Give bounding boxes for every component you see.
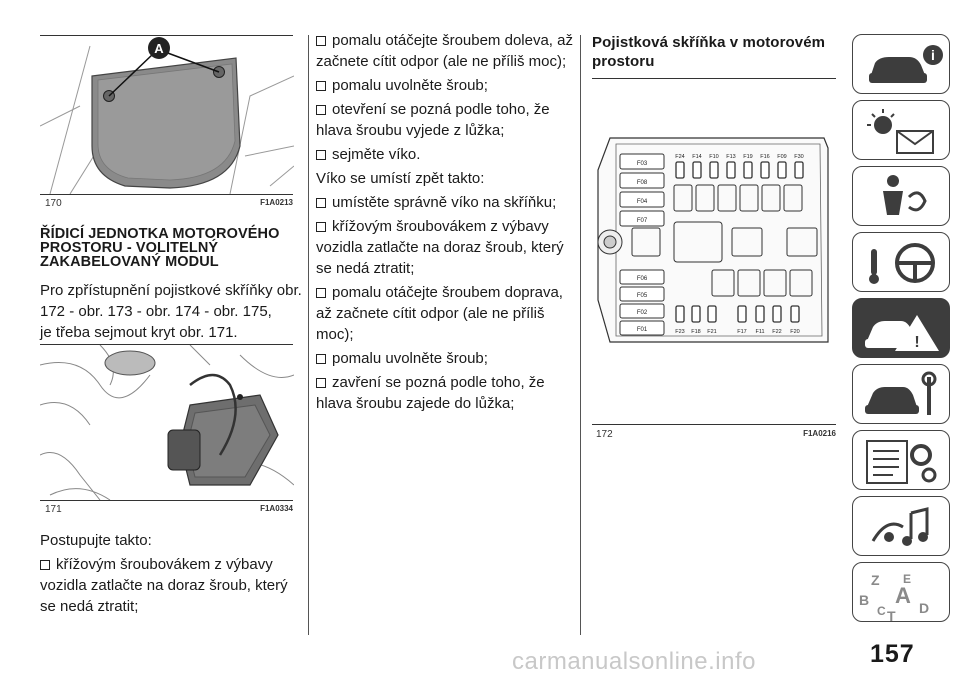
fuse-label: F21 — [707, 329, 717, 335]
svg-text:Z: Z — [871, 572, 880, 588]
driving-icon — [853, 233, 951, 293]
checkbox-bullet-icon — [316, 198, 326, 208]
tab-emergency[interactable] — [852, 298, 950, 358]
text-line: křížovým šroubovákem z výbavy — [332, 218, 549, 235]
section1-heading — [40, 227, 300, 269]
figure-code: F1A0334 — [260, 504, 293, 513]
specs-icon — [853, 431, 951, 491]
fuse-label: F16 — [760, 154, 770, 160]
svg-text:C: C — [877, 604, 886, 618]
step-item — [316, 348, 578, 369]
text-line: je třeba sejmout kryt obr. 171. — [40, 324, 238, 341]
watermark-text: carmanualsonline.info — [512, 648, 756, 675]
fuse-label: F23 — [675, 329, 685, 335]
fuse-label: F11 — [755, 329, 765, 335]
text-line: vozidla zatlačte na doraz šroub, který — [40, 577, 288, 594]
text-line: až začnete cítit odpor (ale ne příliš — [316, 305, 545, 322]
text-line: pomalu otáčejte šroubem doleva, až — [332, 32, 573, 49]
svg-text:A: A — [895, 583, 911, 608]
mini-fuse — [761, 162, 769, 178]
tab-maintenance[interactable] — [852, 364, 950, 424]
mini-fuse — [756, 306, 764, 322]
fuse-label: F18 — [691, 329, 701, 335]
text-line: začnete cítit odpor (ale ne příliš moc); — [316, 53, 567, 70]
fig170-caption-rule — [40, 194, 293, 195]
column-divider-2 — [580, 35, 581, 635]
heading-line: ZAKABELOVANÝ MODUL — [40, 254, 219, 270]
text-line: sejměte víko. — [332, 146, 421, 163]
fuse-label: F22 — [772, 329, 782, 335]
svg-text:T: T — [887, 608, 896, 623]
text-line: pomalu otáčejte šroubem doprava, — [332, 284, 563, 301]
figure-number: 171 — [45, 504, 62, 515]
text-line: zavření se pozná podle toho, že — [332, 374, 545, 391]
procedure-col1 — [40, 530, 302, 620]
fuse-label: F04 — [636, 199, 648, 205]
fuse-label: F19 — [743, 154, 753, 160]
text-line: umístěte správně víko na skříňku; — [332, 194, 557, 211]
figure-code: F1A0213 — [260, 198, 293, 207]
tab-multimedia[interactable] — [852, 496, 950, 556]
fuse-label: F20 — [790, 329, 800, 335]
fuse-label: F06 — [636, 276, 648, 282]
mini-fuse — [773, 306, 781, 322]
mini-fuse — [692, 306, 700, 322]
checkbox-bullet-icon — [316, 105, 326, 115]
fig171-caption-rule — [40, 500, 293, 501]
text-line: se nedá ztratit; — [316, 260, 415, 277]
fig170-caption — [45, 198, 293, 209]
text-line: vozidla zatlačte na doraz šroub, který — [316, 239, 564, 256]
step-item — [316, 75, 578, 96]
step-item — [316, 99, 578, 141]
step-item — [40, 554, 302, 617]
multimedia-icon — [853, 497, 951, 557]
svg-text:E: E — [903, 572, 912, 586]
fuse-label: F05 — [636, 293, 648, 299]
fuse-label: F02 — [636, 310, 648, 316]
fuse-label: F13 — [726, 154, 736, 160]
text-line: Pro zpřístupnění pojistkové skříňky obr. — [40, 282, 302, 299]
fuse-label: F10 — [709, 154, 719, 160]
mini-fuse — [727, 162, 735, 178]
mini-fuse — [744, 162, 752, 178]
checkbox-bullet-icon — [316, 288, 326, 298]
mini-fuse — [710, 162, 718, 178]
callout-a-label: A — [154, 41, 164, 56]
mini-fuse — [738, 306, 746, 322]
warning-lights-icon — [853, 101, 951, 161]
checkbox-bullet-icon — [316, 150, 326, 160]
mini-fuse — [778, 162, 786, 178]
refit-intro: Víko se umístí zpět takto: — [316, 170, 485, 187]
section1-intro — [40, 280, 302, 343]
mini-fuse — [791, 306, 799, 322]
text-line: otevření se pozná podle toho, že — [332, 101, 550, 118]
tab-safety[interactable] — [852, 166, 950, 226]
fuse-label: F14 — [692, 154, 702, 160]
svg-text:D: D — [919, 600, 930, 616]
figure-171-illustration — [40, 345, 294, 500]
tab-specs[interactable] — [852, 430, 950, 490]
svg-text:i: i — [931, 47, 935, 63]
emergency-icon — [853, 299, 951, 359]
svg-text:B: B — [859, 592, 870, 608]
figure-number: 170 — [45, 198, 62, 209]
text-line: se nedá ztratit; — [40, 598, 139, 615]
checkbox-bullet-icon — [316, 222, 326, 232]
step-item — [316, 144, 578, 165]
text-line: pomalu uvolněte šroub; — [332, 77, 488, 94]
mini-fuse — [693, 162, 701, 178]
tab-index[interactable] — [852, 562, 950, 622]
fuse-label: F17 — [737, 329, 747, 335]
fuse-label: F01 — [636, 327, 648, 333]
figure-number: 172 — [596, 429, 613, 440]
index-icon — [853, 563, 951, 623]
heading-line: PROSTORU - VOLITELNÝ — [40, 240, 219, 256]
figure-code: F1A0216 — [803, 429, 836, 438]
text-line: 172 - obr. 173 - obr. 174 - obr. 175, — [40, 303, 272, 320]
procedure-intro: Postupujte takto: — [40, 532, 152, 549]
car-info-icon — [853, 35, 951, 95]
step-item — [316, 30, 578, 72]
safety-icon — [853, 167, 951, 227]
column-divider-1 — [308, 35, 309, 635]
tab-warning-lights[interactable] — [852, 100, 950, 160]
tab-car-info[interactable] — [852, 34, 950, 94]
checkbox-bullet-icon — [316, 354, 326, 364]
svg-text:!: ! — [914, 334, 920, 351]
fuse-label: F24 — [675, 154, 685, 160]
fuse-label: F09 — [777, 154, 787, 160]
fig172-caption — [596, 429, 836, 440]
page-number: 157 — [870, 640, 915, 668]
checkbox-bullet-icon — [316, 36, 326, 46]
heading-line: ŘÍDICÍ JEDNOTKA MOTOROVÉHO — [40, 226, 280, 242]
heading-line: Pojistková skříňka v motorovém — [592, 34, 826, 51]
fig172-top-rule — [592, 78, 836, 79]
checkbox-bullet-icon — [316, 81, 326, 91]
text-line: pomalu uvolněte šroub; — [332, 350, 488, 367]
checkbox-bullet-icon — [40, 560, 50, 570]
fuse-label: F07 — [636, 218, 648, 224]
text-line: hlava šroubu vyjede z lůžka; — [316, 122, 505, 139]
fuse-label: F03 — [636, 161, 648, 167]
mini-fuse — [708, 306, 716, 322]
text-line: moc); — [316, 326, 354, 343]
connector — [168, 430, 200, 470]
fig172-caption-rule — [592, 424, 836, 425]
heading-line: prostoru — [592, 53, 655, 70]
step-item — [316, 372, 578, 414]
mini-fuse — [676, 306, 684, 322]
tab-driving[interactable] — [852, 232, 950, 292]
section2-heading — [592, 33, 842, 71]
step-item — [316, 216, 578, 279]
fig171-caption — [45, 504, 293, 515]
mini-fuse — [795, 162, 803, 178]
fuse-label: F30 — [794, 154, 804, 160]
figure-170-illustration — [40, 36, 294, 194]
fuse-label: F08 — [636, 180, 648, 186]
checkbox-bullet-icon — [316, 378, 326, 388]
text-line: hlava šroubu zajede do lůžka; — [316, 395, 515, 412]
figure-172-fusebox — [592, 130, 836, 352]
text-line: křížovým šroubovákem z výbavy — [56, 556, 273, 573]
maintenance-icon — [853, 365, 951, 425]
step-item — [316, 192, 578, 213]
procedure-col2 — [316, 30, 578, 417]
mini-fuse — [676, 162, 684, 178]
step-item — [316, 282, 578, 345]
